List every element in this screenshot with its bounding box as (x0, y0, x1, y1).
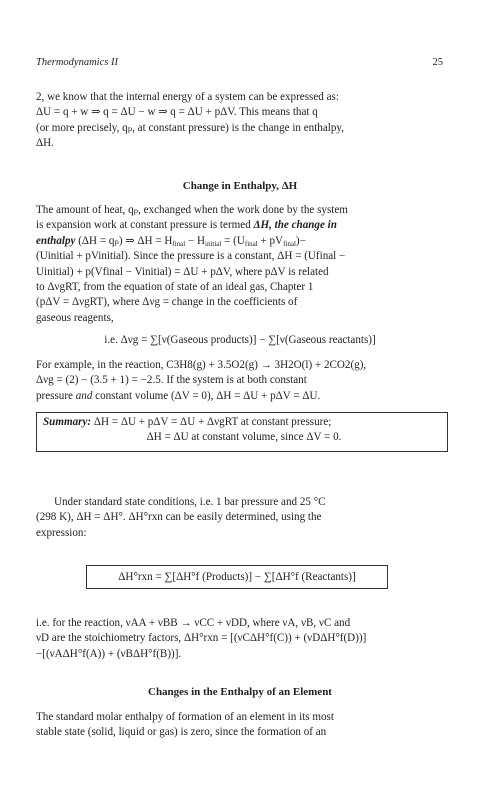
section-heading-enthalpy: Change in Enthalpy, ΔH (182, 180, 298, 192)
enthalpy-line-5: Uinitial) + p(Vfinal − Vinitial) = ΔU + pΔV, where pΔV is related (36, 265, 329, 278)
section-heading-element-enthalpy: Changes in the Enthalpy of an Element (148, 686, 332, 698)
enthalpy-line-3: enthalpy (ΔH = qₚ) ⇒ $\Delta H = H_{final} - H_{initial} = (U_{final} + pV_{final})-$ (36, 234, 306, 248)
standard-conditions-paragraph (36, 495, 444, 541)
standard-line-1: Under standard state conditions, i.e. 1 bar pressure and 25 °C (54, 496, 326, 508)
intro-line-1: 2, we know that the internal energy of a system can be expressed as: (36, 91, 339, 103)
example-line-3: pressure and constant volume (ΔV = 0), ΔH = ΔU + pΔV = ΔU. (36, 389, 321, 402)
rxn-enthalpy-box: ΔH°rxn = ∑[ΔH°f (Products)] − ∑[ΔH°f (Reactants)] (86, 565, 388, 589)
intro-line-2: ΔU = q + w ⇒ q = ΔU − w ⇒ q = ΔU + pΔV. This means that q (36, 106, 318, 119)
enthalpy-line-1: The amount of heat, qₚ, exchanged when the work done by the system (36, 204, 348, 216)
running-head: Thermodynamics II (36, 57, 118, 68)
standard-line-2: (298 K), ΔH = ΔH°. ΔH°rxn can be easily determined, using the (36, 511, 322, 524)
example-line-1: For example, in the reaction, C3H8(g) + 3.5O2(g) → 3H2O(l) + 2CO2(g), (36, 359, 367, 371)
element-line-2: stable state (solid, liquid or gas) is zero, since the formation of an (36, 726, 327, 739)
example-paragraph (36, 358, 444, 404)
example-line-2: Δνg = (2) − (3.5 + 1) = −2.5. If the system is at both constant (36, 374, 307, 387)
page-header (36, 57, 443, 68)
stoich-line-1: i.e. for the reaction, νAA + νBB → νCC + νDD, where νA, νB, νC and (36, 617, 351, 629)
enthalpy-line-6: to ΔνgRT, from the equation of state of an ideal gas, Chapter 1 (36, 281, 314, 294)
summary-box (36, 412, 448, 452)
summary-line-1: Summary: ΔH = ΔU + pΔV = ΔU + ΔνgRT at constant pressure; (43, 416, 332, 428)
standard-line-3: expression: (36, 526, 87, 539)
enthalpy-line-2: is expansion work at constant pressure is termed ΔH, the change in (36, 219, 337, 232)
enthalpy-line-8: gaseous reagents, (36, 311, 114, 324)
enthalpy-line-4: (Uinitial + pVinitial). Since the pressure is a constant, ΔH = (Ufinal − (36, 250, 346, 263)
stoichiometry-paragraph (36, 616, 444, 662)
stoich-line-3: −[(νAΔH°f(A)) + (νBΔH°f(B))]. (36, 647, 182, 660)
element-line-1: The standard molar enthalpy of formation of an element in its most (36, 711, 334, 723)
enthalpy-line-7: (pΔV = ΔνgRT), where Δνg = change in the coefficients of (36, 296, 298, 309)
stoich-line-2: νD are the stoichiometry factors, ΔH°rxn = [(νCΔH°f(C)) + (νDΔH°f(D))] (36, 632, 367, 645)
summary-line-2: ΔH = ΔU at constant volume, since ΔV = 0. (146, 431, 342, 444)
intro-line-3: (or more precisely, qₚ, at constant pressure) is the change in enthalpy, (36, 121, 344, 134)
enthalpy-paragraph (36, 203, 444, 326)
element-enthalpy-paragraph (36, 710, 444, 741)
delta-nu-formula: i.e. Δνg = ∑[ν(Gaseous products)] − ∑[ν(Gaseous reactants)] (104, 334, 376, 346)
intro-paragraph (36, 90, 444, 152)
page-number: 25 (432, 57, 443, 68)
intro-line-4: ΔH. (36, 137, 54, 150)
